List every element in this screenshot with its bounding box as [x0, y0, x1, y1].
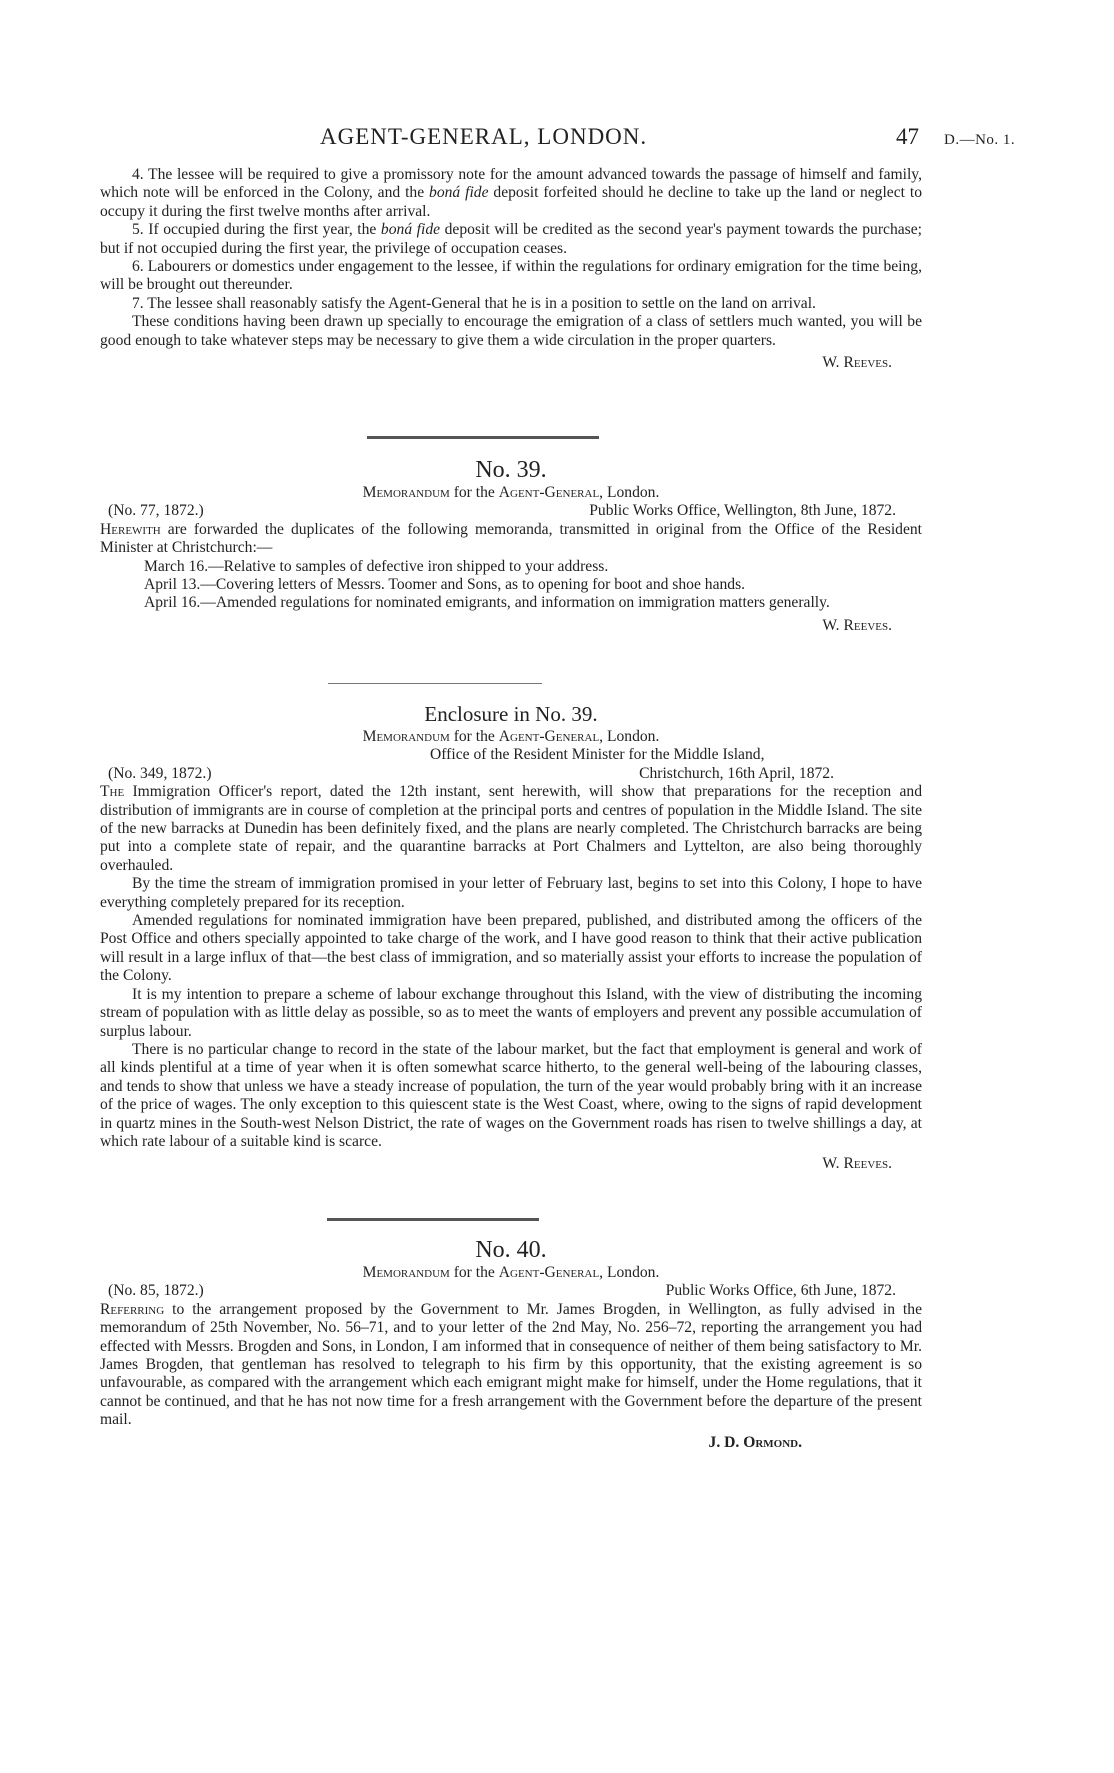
section-heading: No. 40.	[475, 1237, 547, 1263]
condition-4: 4. The lessee will be required to give a promissory note for the amount advanced towards the passage of himself and family, which note will be enforced in the Colony, and the boná fide deposit forfeited should he decline to take up the land or neglect to occupy it during the first twelve months after arrival.	[100, 166, 923, 220]
reference-number: (No. 85, 1872.)	[108, 1282, 204, 1300]
memorandum-body: Referring to the arrangement proposed by the Government to Mr. James Brogden, in Wellington, as fully advised in the memorandum of 25th November, No. 56–71, and to your letter of the 2nd May, No. 256–72, reporting the arrangement you had effected with Messrs. Brogden and Sons, in London, I am informed that in consequence of neither of them being satisfactory to Mr. James Brogden, that gentleman has resolved to telegraph to his firm by this opportunity, that the existing agreement is so unfavourable, as compared with the arrangement which each emigrant might make for himself, under the Home regulations, that it cannot be continued, and that he has not now time for a fresh arrangement with the Government before the departure of the present mail.	[100, 1300, 922, 1429]
section-heading: No. 39.	[475, 457, 547, 483]
paragraph: It is my intention to prepare a scheme of labour exchange throughout this Island, with the view of distributing the incoming stream of population with as little delay as possible, so as to meet the wants of employers and prevent any possible accumulation of surplus labour.	[100, 985, 922, 1040]
page-reference: D.—No. 1.	[944, 132, 1016, 148]
memorandum-subtitle: Memorandum for the Agent-General, London.	[362, 484, 660, 501]
condition-6: 6. Labourers or domestics under engagement to the lessee, if within the regulations for ordinary emigration for the time being, will be brought out thereunder.	[100, 258, 922, 294]
paragraph: By the time the stream of immigration promised in your letter of February last, begins to set into this Colony, I hope to have everything completely prepared for its reception.	[100, 875, 922, 911]
list-item: April 16.—Amended regulations for nominated emigrants, and information on immigration matters generally.	[144, 594, 830, 612]
enclosure-no-39	[100, 700, 922, 1174]
conditions-section	[100, 166, 922, 372]
signature: W. Reeves.	[822, 354, 892, 372]
condition-7: 7. The lessee shall reasonably satisfy the Agent-General that he is in a position to settle on the land on arrival.	[132, 294, 816, 312]
memorandum-no-40	[100, 1236, 922, 1452]
place-date: Christchurch, 16th April, 1872.	[639, 764, 834, 782]
section-divider	[327, 1218, 539, 1221]
section-divider	[367, 436, 599, 439]
section-heading: Enclosure in No. 39.	[424, 702, 598, 726]
section-divider	[328, 683, 542, 684]
place-date: Public Works Office, 6th June, 1872.	[665, 1282, 896, 1300]
reference-number: (No. 349, 1872.)	[108, 764, 212, 782]
office-line: Office of the Resident Minister for the Middle Island,	[430, 746, 765, 764]
list-item: March 16.—Relative to samples of defective iron shipped to your address.	[144, 557, 609, 575]
reference-line	[100, 765, 922, 783]
memorandum-subtitle: Memorandum for the Agent-General, London.	[362, 728, 660, 745]
place-date: Public Works Office, Wellington, 8th June, 1872.	[589, 502, 896, 520]
list-item: April 13.—Covering letters of Messrs. Toomer and Sons, as to opening for boot and shoe hands.	[144, 576, 746, 594]
conditions-closing: These conditions having been drawn up specially to encourage the emigration of a class of settlers much wanted, you will be good enough to take whatever steps may be necessary to give them a wide circulation in the proper quarters.	[100, 313, 922, 349]
signature: W. Reeves.	[822, 1155, 892, 1173]
reference-number: (No. 77, 1872.)	[108, 502, 204, 520]
memorandum-body: Herewith are forwarded the duplicates of the following memoranda, transmitted in original from the Office of the Resident Minister at Christchurch:—	[100, 520, 922, 557]
paragraph: The Immigration Officer's report, dated the 12th instant, sent herewith, will show that preparations for the reception and distribution of immigrants are in course of completion at the principal ports and centres of population in the Middle Island. The site of the new barracks at Dunedin has been definitely fixed, and the plans are nearly completed. The Christchurch barracks are being put into a complete state of repair, and the quarantine barracks at Port Chalmers and Lyttelton, are also being thoroughly overhauled.	[100, 783, 922, 874]
memorandum-subtitle: Memorandum for the Agent-General, London.	[362, 1264, 660, 1281]
memorandum-no-39	[100, 456, 922, 635]
condition-5: 5. If occupied during the first year, the boná fide deposit will be credited as the second year's payment towards the purchase; but if not occupied during the first year, the privilege of occupation ceases.	[100, 221, 922, 257]
reference-line	[100, 502, 922, 520]
paragraph: Amended regulations for nominated immigration have been prepared, published, and distributed among the officers of the Post Office and others specially appointed to take charge of the work, and I have good reason to think that their active publication will result in a large influx of that—the best class of immigration, and so materially assist your efforts to increase the population of the Colony.	[100, 912, 922, 985]
running-title: AGENT-GENERAL, LONDON.	[320, 124, 648, 149]
signature: J. D. Ormond.	[708, 1433, 802, 1451]
reference-line	[100, 1282, 922, 1300]
page-number: 47	[896, 124, 919, 149]
signature: W. Reeves.	[822, 616, 892, 634]
paragraph: There is no particular change to record in the state of the labour market, but the fact that employment is general and work of all kinds plentiful at a time of year when it is often somewhat scarce hitherto, to the general well-being of the labouring classes, and tends to show that unless we have a steady increase of population, the turn of the year would probably bring with it an increase of the price of wages. The only exception to this quiescent state is the West Coast, where, owing to the signs of rapid development in quartz mines in the South-west Nelson District, the rate of wages on the Government roads has risen to twelve shillings a day, at which rate labour of a suitable kind is scarce.	[100, 1040, 922, 1150]
